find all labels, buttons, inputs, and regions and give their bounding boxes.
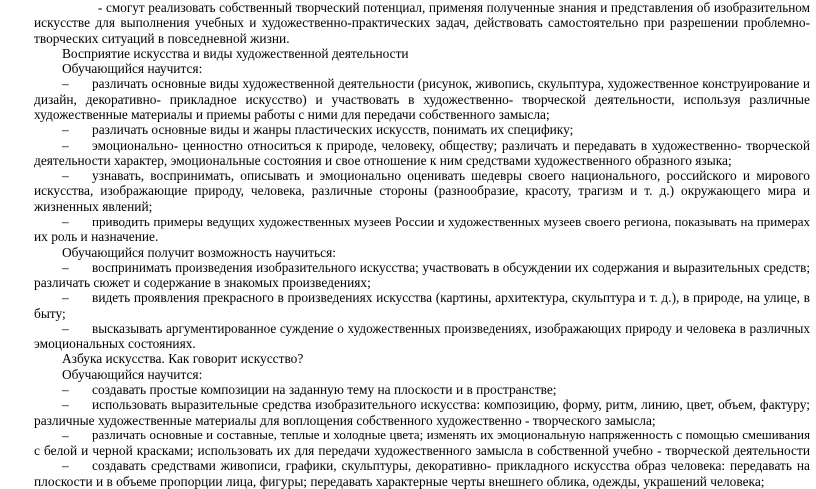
list-item-dash: – [62, 168, 69, 184]
list-item-dash: – [62, 427, 69, 443]
intro-line-3: творческих ситуаций в повседневной жизни. [34, 30, 290, 46]
list-item-1-4-line-2: искусства, изображающие природу, человека, различные стороны (разнообразие, красоту, трагизм и т. д.) окружающего мира и [34, 183, 810, 199]
list-item-3-2-line-2: различные художественные материалы для воплощения собственного художественно - творческого замысла; [34, 412, 656, 428]
list-item-2-1-line-2: различать сюжет и содержание в знакомых произведениях; [34, 275, 371, 291]
list-item-3-4-line-1: создавать средствами живописи, графики, скульптуры, декоративно- прикладного искусства образ человека: передавать на [92, 458, 810, 474]
intro-line-1: - смогут реализовать собственный творческий потенциал, применяя полученные знания и представления об изобразительном [98, 0, 810, 15]
list-item-3-1-line-1: создавать простые композиции на заданную тему на плоскости и в пространстве; [92, 382, 557, 398]
list-item-1-3-line-1: эмоционально- ценностно относиться к природе, человеку, обществу; различать и передавать в художественно- творческой [92, 137, 810, 153]
list-item-1-1-line-3: художественные материалы и приемы работы с ними для передачи собственного замысла; [34, 106, 550, 122]
list-item-2-2-line-2: быту; [34, 305, 66, 321]
list-item-dash: – [62, 458, 69, 474]
learner-will-learn-heading-2: Обучающийся научится: [62, 366, 203, 382]
list-item-2-3-line-1: высказывать аргументированное суждение о художественных произведениях, изображающих природу и человека в различных [92, 320, 810, 336]
list-item-dash: – [62, 320, 69, 336]
list-item-dash: – [62, 76, 69, 92]
learner-may-learn-heading: Обучающийся получит возможность научиться: [62, 244, 336, 260]
list-item-dash: – [62, 137, 69, 153]
list-item-3-3-line-1: различать основные и составные, теплые и холодные цвета; изменять их эмоциональную напряженность с помощью смешивания [92, 427, 810, 442]
list-item-1-4-line-1: узнавать, воспринимать, описывать и эмоционально оценивать шедевры своего национального, российского и мирового [92, 168, 810, 184]
list-item-2-2-line-1: видеть проявления прекрасного в произведениях искусства (картины, архитектура, скульптура и т. д.), в природе, на улице, в [92, 290, 810, 306]
intro-line-2: искусстве для выполнения учебных и художественно-практических задач, действовать самостоятельно при разрешении проблемно- [34, 15, 810, 31]
list-item-1-1-line-1: различать основные виды художественной деятельности (рисунок, живопись, скульптура, художественное конструирование и [92, 76, 810, 92]
list-item-dash: – [62, 290, 69, 306]
list-item-1-4-line-3: жизненных явлений; [34, 198, 153, 214]
list-item-dash: – [62, 122, 69, 138]
list-item-3-4-line-2: плоскости и в объеме пропорции лица, фигуры; передавать характерные черты внешнего облика, одежды, украшений человека; [34, 473, 765, 489]
list-item-3-2-line-1: использовать выразительные средства изобразительного искусства: композицию, форму, ритм, линию, цвет, объем, фактуру; [92, 397, 810, 413]
list-item-3-3-line-2: с белой и черной красками; использовать их для передачи художественного замысла в собственной учебно - творческой деятельности [34, 443, 810, 459]
section-title-abc-of-art: Азбука искусства. Как говорит искусство? [62, 351, 304, 367]
list-item-1-1-line-2: дизайн, декоративно- прикладное искусство) и участвовать в художественно- творческой деятельности, используя различные [34, 91, 810, 107]
list-item-1-3-line-2: деятельности характер, эмоциональные состояния и свое отношение к ним средствами художественного образного языка; [34, 152, 732, 168]
list-item-2-3-line-2: эмоциональных состояниях. [34, 336, 196, 352]
section-title-perception: Восприятие искусства и виды художественной деятельности [62, 45, 409, 61]
list-item-dash: – [62, 382, 69, 398]
list-item-dash: – [62, 397, 69, 413]
list-item-1-5-line-1: приводить примеры ведущих художественных музеев России и художественных музеев своего региона, показывать на примерах [92, 213, 810, 229]
list-item-1-5-line-2: их роль и назначение. [34, 229, 159, 245]
learner-will-learn-heading-1: Обучающийся научится: [62, 61, 203, 77]
list-item-1-2-line-1: различать основные виды и жанры пластических искусств, понимать их специфику; [92, 122, 574, 138]
list-item-dash: – [62, 259, 69, 275]
list-item-dash: – [62, 213, 69, 229]
list-item-2-1-line-1: воспринимать произведения изобразительного искусства; участвовать в обсуждении их содержания и выразительных средств; [92, 259, 810, 275]
